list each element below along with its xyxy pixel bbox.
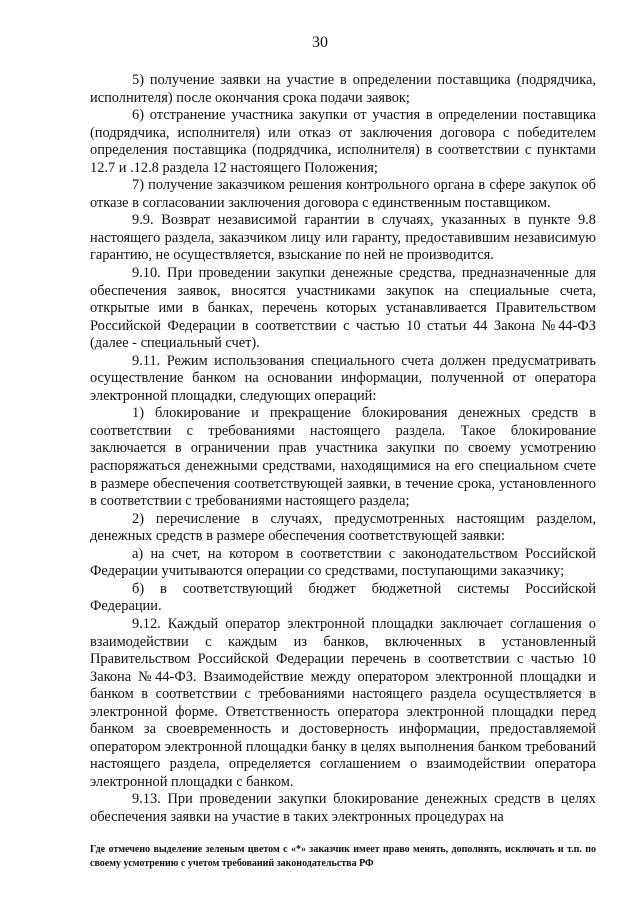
page-number: 30	[312, 34, 328, 51]
paragraph-9-11-item-b: б) в соответствующий бюджет бюджетной системы Российской Федерации.	[90, 580, 596, 615]
document-body	[90, 72, 596, 827]
paragraph-9-11-item-a: а) на счет, на котором в соответствии с законодательством Российской Федерации учитываются операции со средствами, поступающими заказчику;	[90, 545, 596, 580]
footnote: Где отмечено выделение зеленым цветом с «*» заказчик имеет право менять, дополнять, исключать и т.п. по своему усмотрению с учетом требований законодательства РФ	[90, 844, 596, 869]
paragraph-9-11-item-1: 1) блокирование и прекращение блокирования денежных средств в соответствии с требованиями настоящего раздела. Такое блокирование заключается в ограничении прав участника закупки по своему усмотрению распоряжаться денежными средствами, находящимися на его специальном счете в размере обеспечения соответствующей заявки, в течение срока, установленного в соответствии с требованиями настоящего раздела;	[90, 405, 596, 510]
paragraph-9-11: 9.11. Режим использования специального счета должен предусматривать осуществление банком на основании информации, полученной от оператора электронной площадки, следующих операций:	[90, 352, 596, 404]
paragraph-9-9: 9.9. Возврат независимой гарантии в случаях, указанных в пункте 9.8 настоящего раздела, заказчиком лицу или гаранту, предоставившим независимую гарантию, не осуществляется, взыскание по ней не производится.	[90, 212, 596, 264]
paragraph-9-13: 9.13. При проведении закупки блокирование денежных средств в целях обеспечения заявки на участие в таких электронных процедурах на	[90, 791, 596, 825]
paragraph-9-11-item-2: 2) перечисление в случаях, предусмотренных настоящим разделом, денежных средств в размере обеспечения соответствующей заявки:	[90, 510, 596, 545]
paragraph-item-5: 5) получение заявки на участие в определении поставщика (подрядчика, исполнителя) после окончания срока подачи заявок;	[90, 72, 596, 106]
paragraph-item-7: 7) получение заказчиком решения контрольного органа в сфере закупок об отказе в согласовании заключения договора с единственным поставщиком.	[90, 177, 596, 211]
paragraph-9-10: 9.10. При проведении закупки денежные средства, предназначенные для обеспечения заявок, вносятся участниками закупок на специальные счета, открытые ими в банках, перечень которых устанавливается Правительством Российской Федерации в соответствии с частью 10 статьи 44 Закона №44-ФЗ (далее - специальный счет).	[90, 265, 596, 352]
paragraph-item-6: 6) отстранение участника закупки от участия в определении поставщика (подрядчика, исполнителя) или отказ от заключения договора с победителем определения поставщика (подрядчика, исполнителя) в соответствии с пунктами 12.7 и .12.8 раздела 12 настоящего Положения;	[90, 107, 596, 176]
paragraph-9-12: 9.12. Каждый оператор электронной площадки заключает соглашения о взаимодействии с каждым из банков, включенных в установленный Правительством Российской Федерации перечень в соответствии с частью 10 Закона №44-ФЗ. Взаимодействие между оператором электронной площадки и банком в соответствии с требованиями настоящего раздела осуществляется в электронной форме. Ответственность оператора электронной площадки перед банком за своевременность и достоверность информации, предоставляемой оператором электронной площадки банку в целях выполнения банком требований настоящего раздела, определяется соглашением о взаимодействии оператора электронной площадки с банком.	[90, 615, 596, 790]
